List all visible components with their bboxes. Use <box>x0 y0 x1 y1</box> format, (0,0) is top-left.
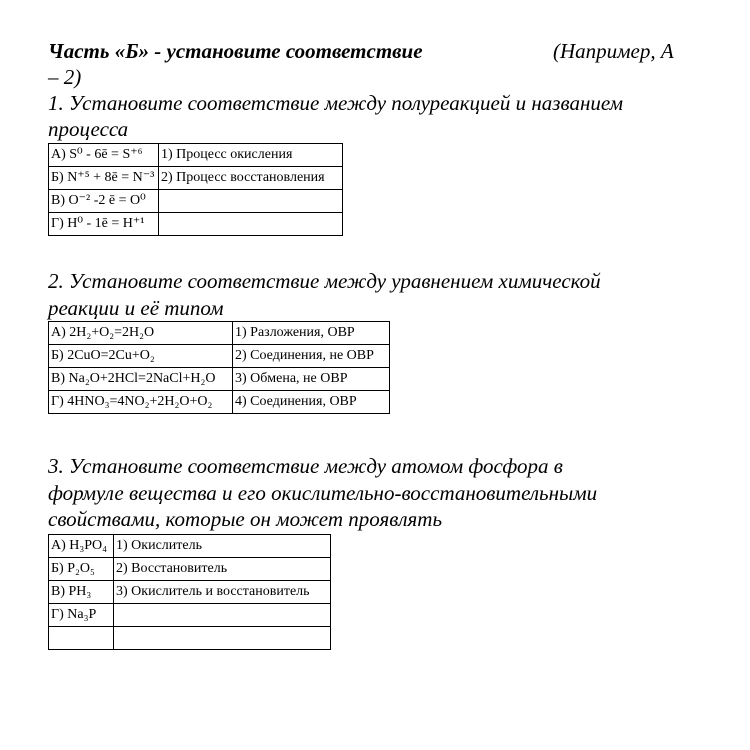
question-1-table <box>48 143 343 236</box>
question-1-text-cont: процесса <box>48 117 129 141</box>
part-title: Часть «Б» - установите соответствие <box>48 39 423 63</box>
table-row <box>49 627 331 650</box>
left-cell: Б) N⁺⁵ + 8ē = N⁻³ <box>49 167 159 190</box>
question-2-text: 2. Установите соответствие между уравнением химической <box>48 269 601 293</box>
right-cell: 2) Соединения, не ОВР <box>233 345 390 368</box>
table-row <box>49 535 331 558</box>
table-row <box>49 604 331 627</box>
right-cell: 1) Разложения, ОВР <box>233 322 390 345</box>
right-cell: 3) Обмена, не ОВР <box>233 368 390 391</box>
right-cell: 4) Соединения, ОВР <box>233 391 390 414</box>
table-row <box>49 167 343 190</box>
question-2-table <box>48 321 390 414</box>
question-3-text-cont: формуле вещества и его окислительно-восстановительными <box>48 481 598 505</box>
left-cell: А) 2H₂+O₂=2H₂O <box>49 322 233 345</box>
table-row <box>49 368 390 391</box>
question-3-table <box>48 534 331 650</box>
right-cell: 2) Восстановитель <box>114 558 331 581</box>
left-cell: В) Na₂O+2HCl=2NaCl+H₂O <box>49 368 233 391</box>
right-cell <box>114 604 331 627</box>
example-hint: (Например, А <box>553 39 674 63</box>
example-hint-cont: – 2) <box>48 65 82 89</box>
right-cell: 1) Процесс окисления <box>159 144 343 167</box>
right-cell <box>159 190 343 213</box>
right-cell <box>159 213 343 236</box>
table-row <box>49 345 390 368</box>
table-row <box>49 558 331 581</box>
table-row <box>49 391 390 414</box>
table-row <box>49 213 343 236</box>
left-cell <box>49 627 114 650</box>
left-cell: Г) H⁰ - 1ē = H⁺¹ <box>49 213 159 236</box>
table-row <box>49 581 331 604</box>
table-row <box>49 190 343 213</box>
right-cell <box>114 627 331 650</box>
left-cell: Б) 2CuO=2Cu+O₂ <box>49 345 233 368</box>
left-cell: Б) P₂O₅ <box>49 558 114 581</box>
right-cell: 3) Окислитель и восстановитель <box>114 581 331 604</box>
left-cell: Г) Na₃P <box>49 604 114 627</box>
table-row <box>49 144 343 167</box>
left-cell: А) H₃PO₄ <box>49 535 114 558</box>
left-cell: А) S⁰ - 6ē = S⁺⁶ <box>49 144 159 167</box>
question-3-text-cont2: свойствами, которые он может проявлять <box>48 507 443 531</box>
right-cell: 2) Процесс восстановления <box>159 167 343 190</box>
question-1-text: 1. Установите соответствие между полуреакцией и названием <box>48 91 624 115</box>
question-3-text: 3. Установите соответствие между атомом фосфора в <box>48 454 563 478</box>
left-cell: В) PH₃ <box>49 581 114 604</box>
right-cell: 1) Окислитель <box>114 535 331 558</box>
question-2-text-cont: реакции и её типом <box>48 296 224 320</box>
left-cell: Г) 4HNO₃=4NO₂+2H₂O+O₂ <box>49 391 233 414</box>
table-row <box>49 322 390 345</box>
left-cell: В) O⁻² -2 ē = O⁰ <box>49 190 159 213</box>
